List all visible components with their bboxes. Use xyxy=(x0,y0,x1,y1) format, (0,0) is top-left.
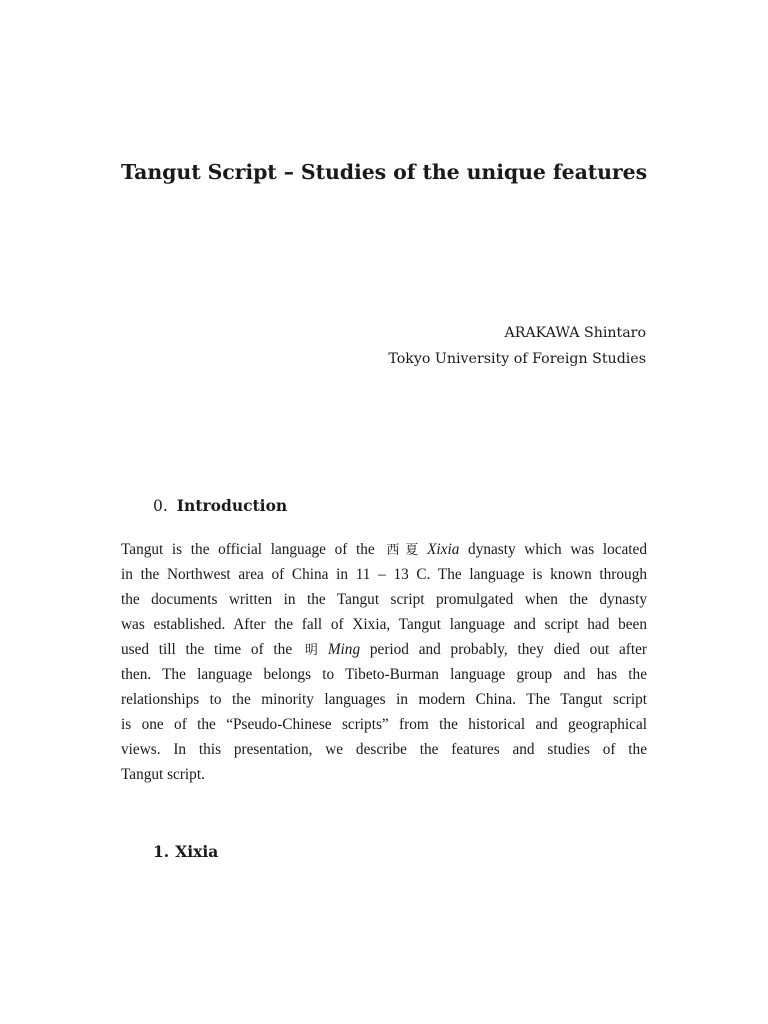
introduction-paragraph xyxy=(121,537,647,787)
paragraph-line: then. The language belongs to Tibeto-Burman language group and has the xyxy=(121,666,647,683)
section-title: Introduction xyxy=(176,496,288,515)
chinese-characters: 明 xyxy=(304,643,325,658)
section-title: Xixia xyxy=(175,842,219,861)
paragraph-line xyxy=(121,537,647,562)
paragraph-line: was established. After the fall of Xixia, Tangut language and script had been xyxy=(121,616,647,633)
section-number: 0. xyxy=(153,497,168,515)
section-heading-xixia xyxy=(153,842,218,861)
chinese-characters: 西夏 xyxy=(386,543,425,558)
document-title: Tangut Script – Studies of the unique features xyxy=(120,160,648,184)
line-text: Tangut is the official language of the xyxy=(121,541,375,558)
author-block xyxy=(388,320,646,372)
paragraph-line xyxy=(121,637,647,662)
emphasis-term: Xixia xyxy=(427,541,460,558)
author-affiliation: Tokyo University of Foreign Studies xyxy=(388,351,646,367)
section-number: 1. xyxy=(153,842,170,861)
paragraph-line: is one of the “Pseudo-Chinese scripts” from the historical and geographical xyxy=(121,716,647,733)
paragraph-line: Tangut script. xyxy=(121,766,205,783)
paragraph-line: the documents written in the Tangut script promulgated when the dynasty xyxy=(121,591,647,608)
line-text: period and probably, they died out after xyxy=(369,641,647,658)
emphasis-term: Ming xyxy=(327,641,361,658)
line-text: dynasty which was located xyxy=(468,541,647,558)
paragraph-line: relationships to the minority languages in modern China. The Tangut script xyxy=(121,691,647,708)
line-text: used till the time of the xyxy=(121,641,293,658)
section-heading-introduction xyxy=(153,496,287,515)
paragraph-line: in the Northwest area of China in 11 – 13 C. The language is known through xyxy=(121,566,647,583)
paragraph-line: views. In this presentation, we describe the features and studies of the xyxy=(121,741,647,758)
author-name: ARAKAWA Shintaro xyxy=(504,325,646,341)
